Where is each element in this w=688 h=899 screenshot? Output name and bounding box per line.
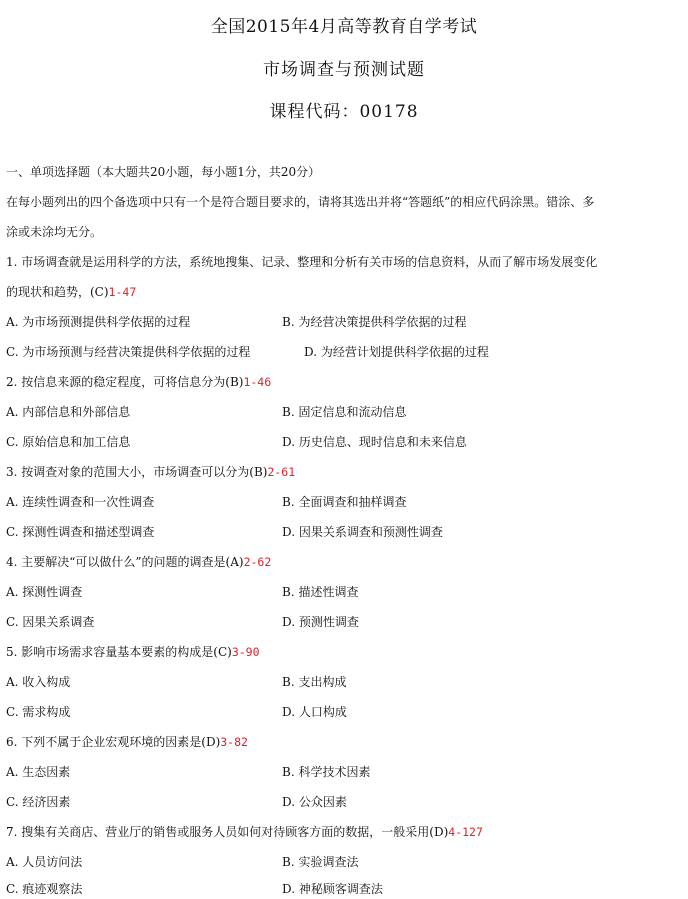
question-1-option-d: D. 为经营计划提供科学依据的过程 (304, 345, 489, 359)
question-6-option-d: D. 公众因素 (282, 795, 347, 809)
question-4-options-row-1 (6, 583, 686, 600)
question-3-stem (6, 463, 295, 480)
question-7-option-d: D. 神秘顾客调查法 (282, 882, 383, 896)
question-5-option-c: C. 需求构成 (6, 705, 71, 719)
question-4-option-a: A. 探测性调查 (6, 585, 83, 599)
question-6-option-a: A. 生态因素 (6, 765, 71, 779)
question-7-options-row-2 (6, 880, 686, 897)
question-5-option-b: B. 支出构成 (282, 675, 347, 689)
question-3-option-a: A. 连续性调查和一次性调查 (6, 495, 155, 509)
exam-title: 全国2015年4月高等教育自学考试 (210, 17, 478, 37)
question-4-stem-text: 4. 主要解决“可以做什么”的问题的调查是(A) (6, 555, 244, 569)
question-3-stem-text: 3. 按调查对象的范围大小，市场调查可以分为(B) (6, 465, 268, 479)
question-2-options-row-2 (6, 433, 686, 450)
question-2-stem (6, 373, 271, 390)
question-6-option-c: C. 经济因素 (6, 795, 71, 809)
course-code: 课程代码：00178 (269, 102, 419, 122)
question-5-options-row-2 (6, 703, 686, 720)
question-1-option-c: C. 为市场预测与经营决策提供科学依据的过程 (6, 345, 251, 359)
question-1-option-a: A. 为市场预测提供科学依据的过程 (6, 315, 191, 329)
question-1-reference: 1-47 (108, 285, 137, 299)
question-3-option-b: B. 全面调查和抽样调查 (282, 495, 407, 509)
question-6-option-b: B. 科学技术因素 (282, 765, 371, 779)
question-4-option-b: B. 描述性调查 (282, 585, 359, 599)
question-6-options-row-2 (6, 793, 686, 810)
question-7-stem (6, 823, 483, 840)
question-1-stem-text: 的现状和趋势，(C) (6, 285, 109, 299)
question-1-stem-line-1: 1. 市场调查就是运用科学的方法，系统地搜集、记录、整理和分析有关市场的信息资料，从而了解市场发展变化 (6, 255, 598, 269)
question-4-stem (6, 553, 271, 570)
question-5-option-d: D. 人口构成 (282, 705, 347, 719)
subject-title: 市场调查与预测试题 (263, 60, 425, 80)
question-3-options-row-1 (6, 493, 686, 510)
question-4-reference: 2-62 (243, 555, 272, 569)
question-1-options-row-2 (6, 343, 686, 360)
question-4-option-c: C. 因果关系调查 (6, 615, 95, 629)
question-2-option-c: C. 原始信息和加工信息 (6, 435, 131, 449)
question-2-reference: 1-46 (243, 375, 272, 389)
question-3-option-c: C. 探测性调查和描述型调查 (6, 525, 155, 539)
question-3-options-row-2 (6, 523, 686, 540)
question-5-options-row-1 (6, 673, 686, 690)
question-7-reference: 4-127 (448, 825, 483, 839)
question-5-stem-text: 5. 影响市场需求容量基本要素的构成是(C) (6, 645, 232, 659)
question-7-stem-text: 7. 搜集有关商店、营业厅的销售或服务人员如何对待顾客方面的数据，一般采用(D) (6, 825, 449, 839)
question-6-options-row-1 (6, 763, 686, 780)
question-2-stem-text: 2. 按信息来源的稳定程度，可将信息分为(B) (6, 375, 244, 389)
question-5-stem (6, 643, 260, 660)
question-7-options-row-1 (6, 853, 686, 870)
question-7-option-b: B. 实验调查法 (282, 855, 359, 869)
question-2-options-row-1 (6, 403, 686, 420)
question-5-option-a: A. 收入构成 (6, 675, 71, 689)
section-instruction-line-2: 涂或未涂均无分。 (6, 225, 103, 239)
question-2-option-b: B. 固定信息和流动信息 (282, 405, 407, 419)
question-2-option-d: D. 历史信息、现时信息和未来信息 (282, 435, 467, 449)
question-2-option-a: A. 内部信息和外部信息 (6, 405, 131, 419)
section-title: 一、单项选择题（本大题共20小题，每小题1分，共20分） (6, 165, 321, 179)
question-1-option-b: B. 为经营决策提供科学依据的过程 (282, 315, 467, 329)
question-7-option-a: A. 人员访问法 (6, 855, 83, 869)
question-3-reference: 2-61 (267, 465, 296, 479)
question-4-options-row-2 (6, 613, 686, 630)
section-instruction-line-1: 在每小题列出的四个备选项中只有一个是符合题目要求的，请将其选出并将“答题纸”的相应代码涂黑。错涂、多 (6, 195, 595, 209)
question-7-option-c: C. 痕迹观察法 (6, 882, 83, 896)
question-1-options-row-1 (6, 313, 686, 330)
question-5-reference: 3-90 (231, 645, 260, 659)
question-6-stem (6, 733, 248, 750)
question-4-option-d: D. 预测性调查 (282, 615, 359, 629)
question-1-stem-line-2 (6, 283, 136, 300)
question-6-reference: 3-82 (220, 735, 248, 749)
question-6-stem-text: 6. 下列不属于企业宏观环境的因素是(D) (6, 735, 221, 749)
question-3-option-d: D. 因果关系调查和预测性调查 (282, 525, 443, 539)
